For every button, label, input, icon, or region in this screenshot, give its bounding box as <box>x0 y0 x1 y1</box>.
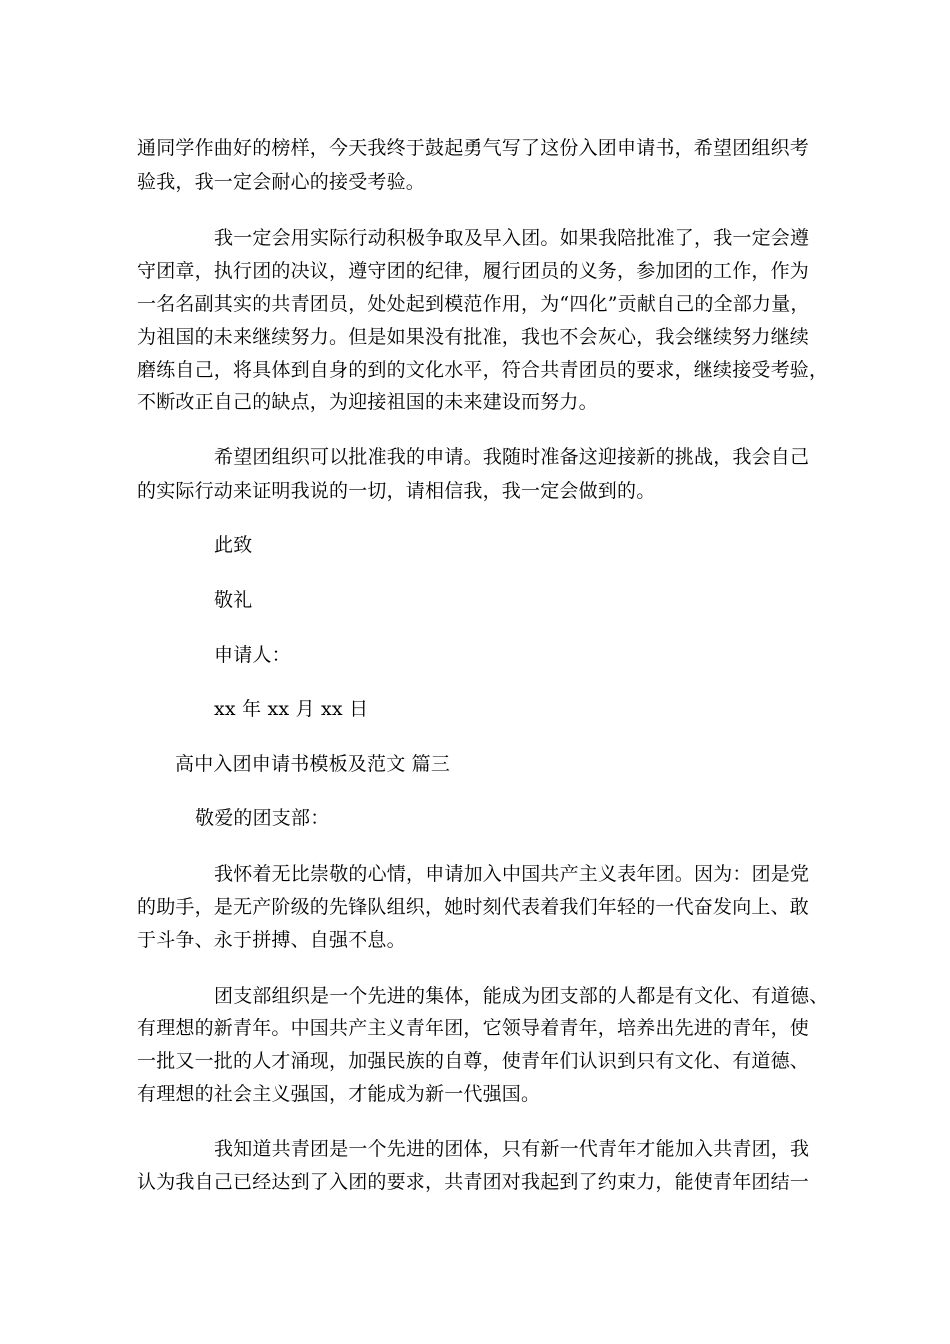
section-heading: 高中入团申请书模板及范文 篇三 <box>175 753 451 775</box>
paragraph-line: 磨练自己，将具体到自身的到的文化水平，符合共青团员的要求，继续接受考验， <box>137 359 829 381</box>
paragraph-line: 的助手，是无产阶级的先锋队组织，她时刻代表着我们年轻的一代奋发向上、敢 <box>137 896 810 918</box>
applicant-label: 申请人： <box>214 644 291 666</box>
paragraph-line: 守团章，执行团的决议，遵守团的纪律，履行团员的义务，参加团的工作，作为 <box>137 260 810 282</box>
closing-ci-zhi: 此致 <box>214 534 253 556</box>
closing-jing-li: 敬礼 <box>214 589 253 611</box>
paragraph-line: 我一定会用实际行动积极争取及早入团。如果我陪批准了，我一定会遵 <box>214 227 810 249</box>
paragraph-line: 希望团组织可以批准我的申请。我随时准备这迎接新的挑战，我会自己 <box>214 446 810 468</box>
paragraph-line: 有理想的新青年。中国共产主义青年团，它领导着青年，培养出先进的青年，使 <box>137 1017 810 1039</box>
paragraph-line: 不断改正自己的缺点，为迎接祖国的未来建设而努力。 <box>137 391 598 413</box>
paragraph-line: 我知道共青团是一个先进的团体，只有新一代青年才能加入共青团，我 <box>214 1138 810 1160</box>
paragraph-line: 认为我自己已经达到了入团的要求，共青团对我起到了约束力，能使青年团结一 <box>137 1171 810 1193</box>
date-line: xx 年 xx 月 xx 日 <box>214 698 369 720</box>
paragraph-line: 通同学作曲好的榜样，今天我终于鼓起勇气写了这份入团申请书，希望团组织考 <box>137 137 810 159</box>
paragraph-line: 验我，我一定会耐心的接受考验。 <box>137 171 426 193</box>
paragraph-line: 的实际行动来证明我说的一切，请相信我，我一定会做到的。 <box>137 480 656 502</box>
paragraph-line: 一批又一批的人才涌现，加强民族的自尊，使青年们认识到只有文化、有道德、 <box>137 1050 810 1072</box>
paragraph-line: 于斗争、永于拼搏、自强不息。 <box>137 929 406 951</box>
salutation: 敬爱的团支部： <box>195 807 330 829</box>
paragraph-line: 为祖国的未来继续努力。但是如果没有批准，我也不会灰心，我会继续努力继续 <box>137 326 810 348</box>
paragraph-line: 有理想的社会主义强国，才能成为新一代强国。 <box>137 1083 541 1105</box>
paragraph-line: 一名名副其实的共青团员，处处起到模范作用，为“四化”贡献自己的全部力量， <box>137 293 810 315</box>
paragraph-line: 我怀着无比崇敬的心情，申请加入中国共产主义表年团。因为：团是党 <box>214 863 810 885</box>
paragraph-line: 团支部组织是一个先进的集体，能成为团支部的人都是有文化、有道德、 <box>214 985 829 1007</box>
